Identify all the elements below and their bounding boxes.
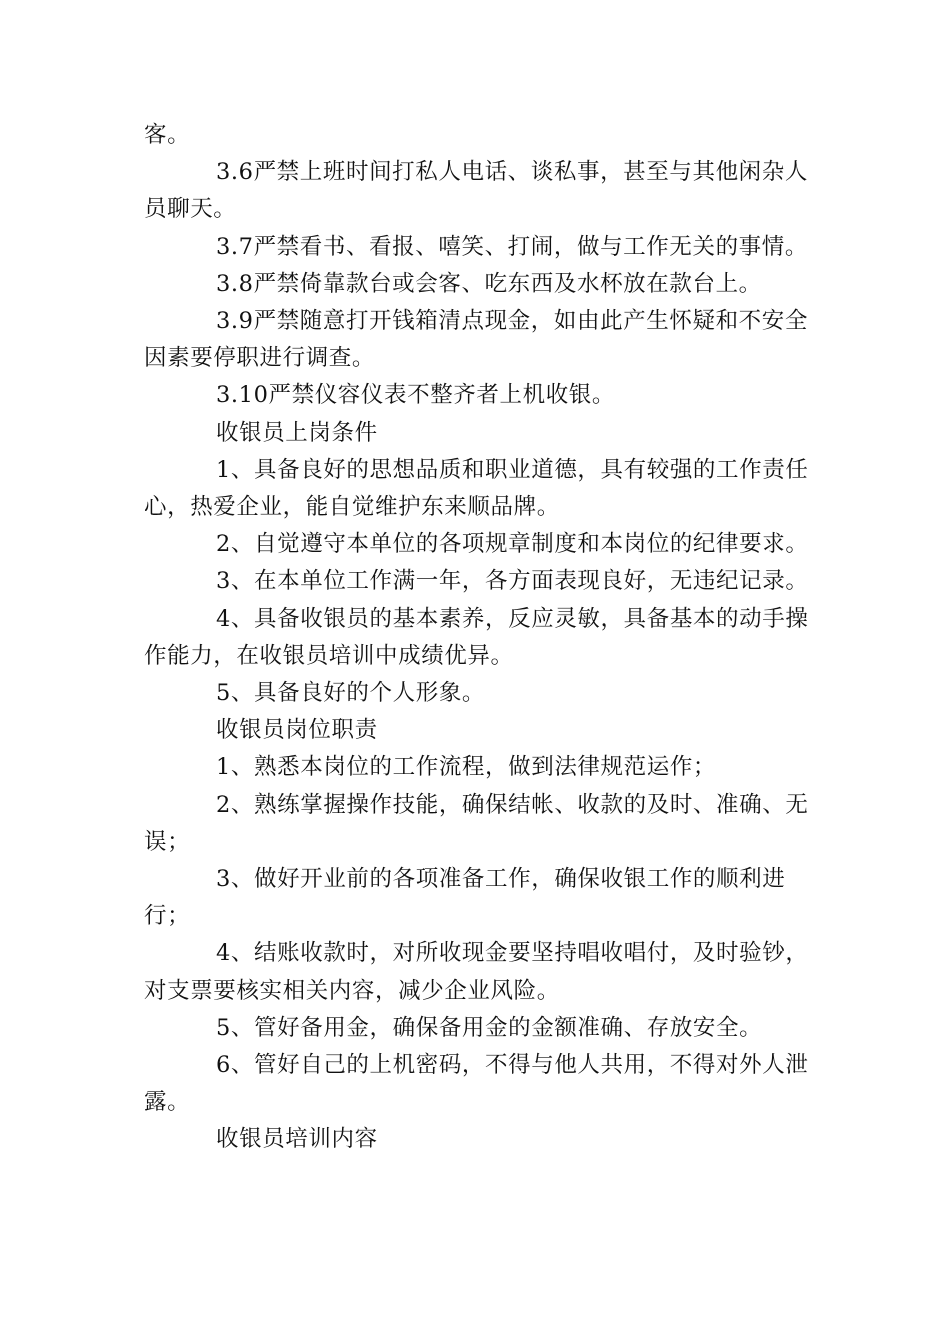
requirement-item-3: 3、在本单位工作满一年，各方面表现良好，无违纪记录。 xyxy=(216,568,809,595)
requirement-item-1: 1、具备良好的思想品质和职业道德，具有较强的工作责任心，热爱企业，能自觉维护东来顺品牌。 xyxy=(144,456,809,521)
requirement-item-4: 4、具备收银员的基本素养，反应灵敏，具备基本的动手操作能力，在收银员培训中成绩优异。 xyxy=(144,605,809,669)
paragraph-rule-3-10: 3.10严禁仪容仪表不整齐者上机收银。 xyxy=(216,382,615,409)
document-body xyxy=(144,117,820,1159)
paragraph-rule-3-7: 3.7严禁看书、看报、嘻笑、打闹，做与工作无关的事情。 xyxy=(216,233,808,260)
duty-item-6: 6、管好自己的上机密码，不得与他人共用，不得对外人泄露。 xyxy=(144,1052,809,1116)
section-heading-requirements: 收银员上岗条件 xyxy=(216,419,378,446)
duty-item-3: 3、做好开业前的各项准备工作，确保收银工作的顺利进行； xyxy=(144,866,786,930)
duty-item-1: 1、熟悉本岗位的工作流程，做到法律规范运作； xyxy=(216,754,717,781)
section-heading-training: 收银员培训内容 xyxy=(216,1126,378,1153)
requirement-item-5: 5、具备良好的个人形象。 xyxy=(216,680,486,707)
duty-item-2: 2、熟练掌握操作技能，确保结帐、收款的及时、准确、无误； xyxy=(144,791,809,855)
requirement-item-2: 2、自觉遵守本单位的各项规章制度和本岗位的纪律要求。 xyxy=(216,531,809,558)
duty-item-5: 5、管好备用金，确保备用金的金额准确、存放安全。 xyxy=(216,1014,763,1041)
duty-item-4: 4、结账收款时，对所收现金要坚持唱收唱付，及时验钞，对支票要核实相关内容，减少企业风险。 xyxy=(144,940,809,1004)
paragraph-rule-3-6: 3.6严禁上班时间打私人电话、谈私事，甚至与其他闲杂人员聊天。 xyxy=(144,159,808,223)
section-heading-duties: 收银员岗位职责 xyxy=(216,717,378,744)
paragraph-rule-3-9: 3.9严禁随意打开钱箱清点现金，如由此产生怀疑和不安全因素要停职进行调查。 xyxy=(144,308,808,372)
paragraph-continuation: 客。 xyxy=(144,122,191,148)
paragraph-rule-3-8: 3.8严禁倚靠款台或会客、吃东西及水杯放在款台上。 xyxy=(216,270,762,297)
